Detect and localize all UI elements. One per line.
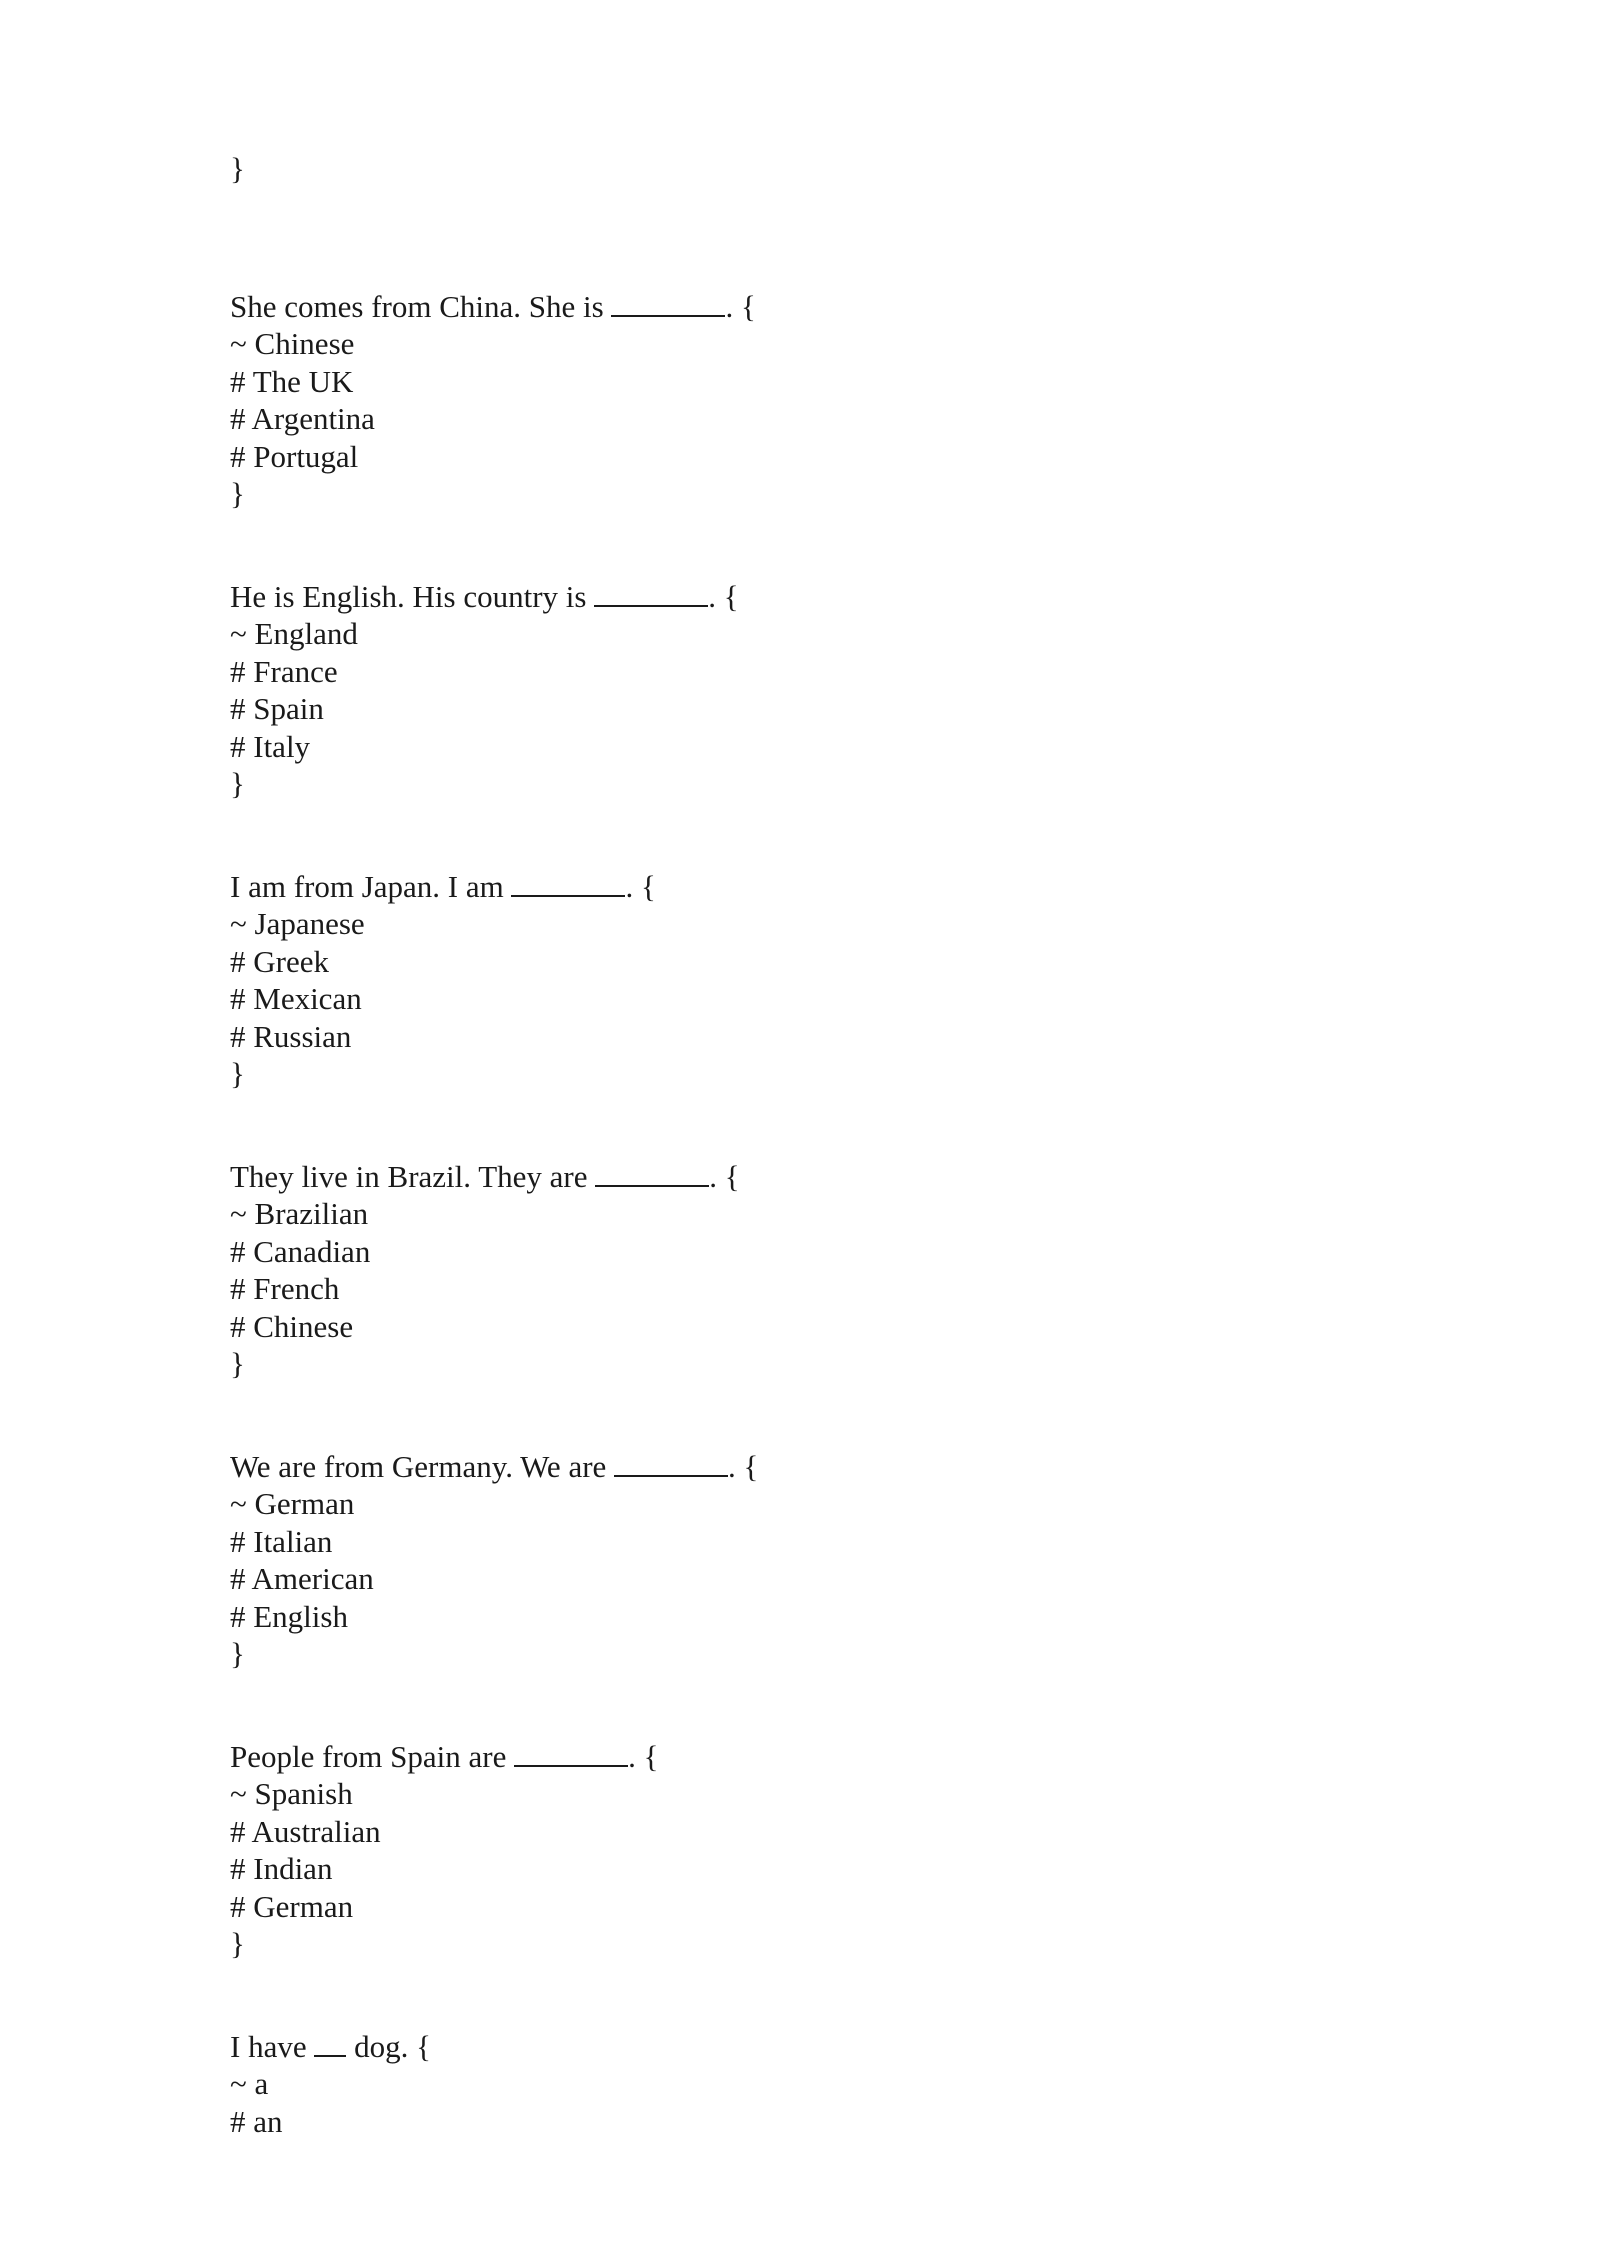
correct-option: ~ a: [230, 2066, 269, 2101]
question-block: [230, 1158, 1430, 1383]
closing-brace: }: [230, 1636, 245, 1671]
answer-blank: [314, 2029, 346, 2057]
closing-brace: }: [230, 766, 245, 801]
question-block: [230, 578, 1430, 803]
distractor-option: # English: [230, 1598, 348, 1634]
distractor-option: # an: [230, 2103, 283, 2139]
stem-text-before: He is English. His country is: [230, 578, 595, 614]
closing-brace: }: [230, 1926, 245, 1961]
stem-text-after: . {: [725, 288, 756, 324]
distractor-option: # Italy: [230, 728, 311, 764]
answer-blank: [611, 289, 725, 317]
stem-text-after: . {: [625, 868, 656, 904]
quiz-content: [230, 150, 1430, 2140]
answer-blank: [511, 869, 625, 897]
question-block: [230, 2028, 1430, 2141]
question-stem: [230, 1738, 1430, 1776]
distractor-option: # The UK: [230, 363, 354, 399]
question-stem: [230, 868, 1430, 906]
stem-text-after: . {: [628, 1738, 659, 1774]
question-block: [230, 288, 1430, 513]
distractor-option: # Chinese: [230, 1308, 354, 1344]
distractor-option: # Greek: [230, 943, 329, 979]
distractor-option: # French: [230, 1271, 340, 1306]
stem-text-after: . {: [708, 578, 739, 614]
distractor-option: # Italian: [230, 1523, 333, 1559]
stem-text-before: I am from Japan. I am: [230, 868, 512, 904]
distractor-option: # American: [230, 1561, 374, 1596]
stem-text-before: I have: [230, 2028, 315, 2064]
question-stem: [230, 288, 1430, 326]
question-list: [230, 288, 1430, 2141]
distractor-option: # Mexican: [230, 981, 362, 1016]
correct-option: ~ Chinese: [230, 326, 355, 361]
distractor-option: # Portugal: [230, 438, 359, 474]
distractor-option: # France: [230, 653, 338, 689]
correct-option: ~ Japanese: [230, 906, 365, 941]
correct-option: ~ Spanish: [230, 1776, 353, 1811]
question-stem: [230, 578, 1430, 616]
answer-blank: [594, 579, 708, 607]
answer-blank: [514, 1739, 628, 1767]
answer-blank: [614, 1449, 728, 1477]
stem-text-before: They live in Brazil. They are: [230, 1158, 596, 1194]
closing-brace: }: [230, 476, 245, 511]
stem-text-after: . {: [728, 1448, 759, 1484]
distractor-option: # Australian: [230, 1813, 381, 1849]
answer-blank: [595, 1159, 709, 1187]
distractor-option: # Canadian: [230, 1233, 371, 1269]
stem-text-before: She comes from China. She is: [230, 288, 612, 324]
closing-brace: }: [230, 151, 245, 186]
question-stem: [230, 2028, 1430, 2066]
question-stem: [230, 1448, 1430, 1486]
correct-option: ~ German: [230, 1486, 355, 1521]
question-stem: [230, 1158, 1430, 1196]
stem-text-before: We are from Germany. We are: [230, 1448, 615, 1484]
question-block: [230, 1738, 1430, 1963]
stem-text-before: People from Spain are: [230, 1738, 515, 1774]
correct-option: ~ Brazilian: [230, 1196, 369, 1231]
closing-brace: }: [230, 1346, 245, 1381]
distractor-option: # Indian: [230, 1851, 333, 1886]
closing-brace: }: [230, 1056, 245, 1091]
correct-option: ~ England: [230, 616, 358, 651]
stem-text-after: . {: [709, 1158, 740, 1194]
question-block: [230, 1448, 1430, 1673]
distractor-option: # Russian: [230, 1018, 352, 1054]
stem-text-after: dog. {: [346, 2028, 431, 2064]
question-block: [230, 868, 1430, 1093]
distractor-option: # Spain: [230, 691, 324, 726]
distractor-option: # German: [230, 1888, 354, 1924]
distractor-option: # Argentina: [230, 401, 375, 436]
